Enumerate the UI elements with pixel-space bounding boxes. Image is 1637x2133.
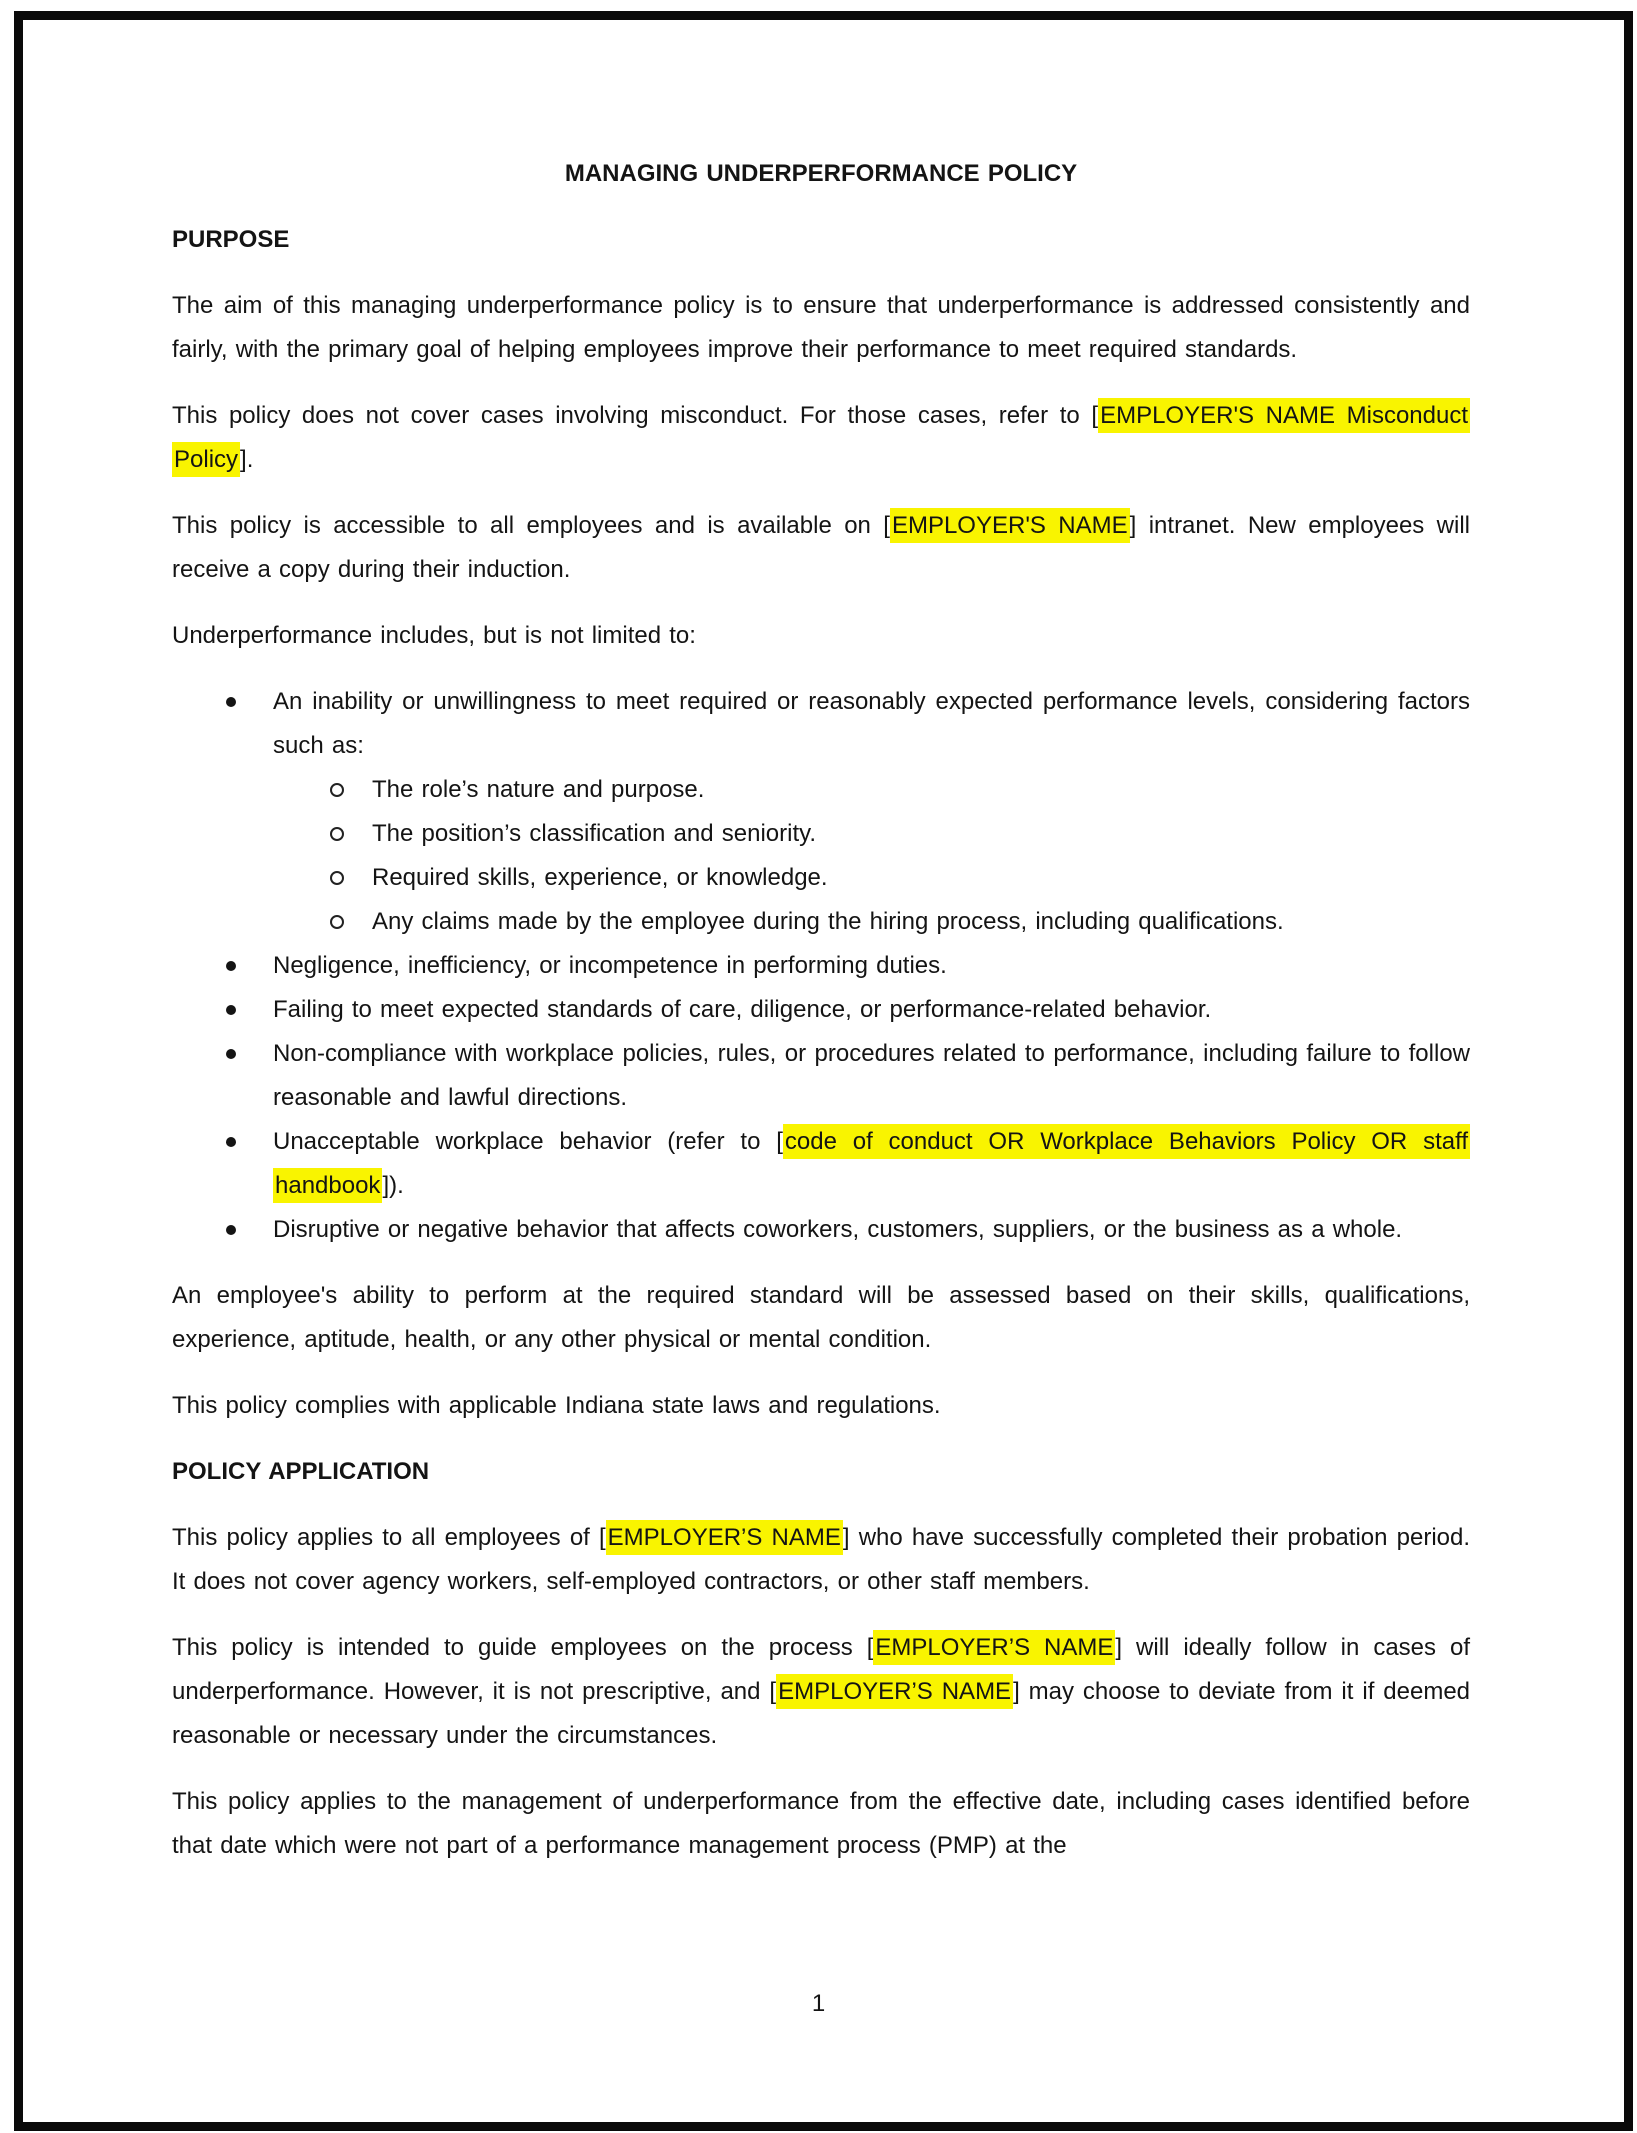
list-item-text (273, 952, 947, 979)
list-item-text (372, 820, 816, 847)
highlighted-placeholder-text: EMPLOYER’S NAME (776, 1674, 1013, 1709)
bullet-circle-icon (330, 827, 344, 841)
bullet-dot-icon (226, 1225, 236, 1235)
bullet-dot-icon (226, 1049, 236, 1059)
list-item-text (273, 688, 1470, 759)
bullet-list-item (172, 1032, 1470, 1120)
list-item-text (372, 776, 704, 803)
text-run: This policy applies to all employees of [ (172, 1524, 606, 1551)
paragraph (172, 614, 1470, 658)
page-number: 1 (811, 1990, 826, 2017)
text-run: ] who have successfully completed their probation period. It does not cover agency workers, self-employed contractors, or other staff members. (172, 1524, 1471, 1595)
section-heading: POLICY APPLICATION (172, 1458, 430, 1485)
paragraph (172, 504, 1470, 592)
bullet-list-item (172, 1208, 1470, 1252)
document-title: MANAGING UNDERPERFORMANCE POLICY (564, 160, 1078, 187)
text-run: Unacceptable workplace behavior (refer to [ (273, 1128, 783, 1155)
text-run: This policy is accessible to all employees and is available on [ (172, 512, 890, 539)
highlighted-placeholder-text: EMPLOYER’S NAME (606, 1520, 843, 1555)
paragraph (172, 394, 1470, 482)
sub-bullet-list-item (172, 900, 1470, 944)
bullet-circle-icon (330, 871, 344, 885)
paragraph (172, 1516, 1470, 1604)
bullet-circle-icon (330, 915, 344, 929)
highlighted-placeholder-text: EMPLOYER'S NAME (890, 508, 1130, 543)
text-run: ] intranet. New employees will receive a copy during their induction. (172, 512, 1471, 583)
text-run: This policy complies with applicable Indiana state laws and regulations. (172, 1392, 941, 1419)
sub-bullet-list-item (172, 768, 1470, 812)
sub-bullet-list-item (172, 812, 1470, 856)
paragraph (172, 284, 1470, 372)
list-item-text (273, 1216, 1402, 1243)
text-run: This policy is intended to guide employees on the process [ (172, 1634, 874, 1661)
text-run: Any claims made by the employee during the hiring process, including qualifications. (372, 908, 1284, 935)
text-run: Required skills, experience, or knowledge. (372, 864, 828, 891)
text-run: The aim of this managing underperformance policy is to ensure that underperformance is addressed consistently and fairly, with the primary goal of helping employees improve their performance to meet required standards. (172, 292, 1470, 363)
text-run: Disruptive or negative behavior that affects coworkers, customers, suppliers, or the business as a whole. (273, 1216, 1403, 1243)
sub-bullet-list-item (172, 856, 1470, 900)
list-item-text (273, 1040, 1470, 1111)
paragraph (172, 1626, 1470, 1758)
text-run: Underperformance includes, but is not limited to: (172, 622, 696, 649)
text-run: The position’s classification and seniority. (372, 820, 816, 847)
text-run: ]). (382, 1172, 404, 1199)
text-run: This policy applies to the management of underperformance from the effective date, including cases identified before that date which were not part of a performance management process (PMP) at the (172, 1788, 1470, 1859)
highlighted-placeholder-text: code of conduct OR Workplace Behaviors Policy OR staff handbook (273, 1124, 1470, 1203)
text-run: ]. (240, 446, 254, 473)
highlighted-placeholder-text: EMPLOYER'S NAME Misconduct Policy (172, 398, 1470, 477)
text-run: The role’s nature and purpose. (372, 776, 705, 803)
bullet-circle-icon (330, 783, 344, 797)
text-run: This policy does not cover cases involving misconduct. For those cases, refer to [ (172, 402, 1099, 429)
bullet-dot-icon (226, 961, 236, 971)
paragraph (172, 1274, 1470, 1362)
bullet-list-item (172, 988, 1470, 1032)
list-item-text (273, 1124, 1470, 1203)
text-run: Failing to meet expected standards of care, diligence, or performance-related behavior. (273, 996, 1212, 1023)
text-run: Non-compliance with workplace policies, rules, or procedures related to performance, including failure to follow reasonable and lawful directions. (273, 1040, 1470, 1111)
paragraph (172, 1384, 1470, 1428)
bullet-list-item (172, 944, 1470, 988)
list-item-text (372, 908, 1284, 935)
text-run: An inability or unwillingness to meet required or reasonably expected performance levels, considering factors such as: (273, 688, 1470, 759)
list-item-text (372, 864, 828, 891)
text-run: ] may choose to deviate from it if deemed reasonable or necessary under the circumstances. (172, 1678, 1471, 1749)
text-run: An employee's ability to perform at the required standard will be assessed based on their skills, qualifications, experience, aptitude, health, or any other physical or mental condition. (172, 1282, 1470, 1353)
bullet-list-item (172, 1120, 1470, 1208)
text-run: Negligence, inefficiency, or incompetence in performing duties. (273, 952, 947, 979)
section-heading: PURPOSE (172, 226, 290, 253)
document-body (172, 152, 1470, 1890)
bullet-list-item (172, 680, 1470, 768)
paragraph (172, 1780, 1470, 1868)
bullet-list (172, 680, 1470, 1252)
highlighted-placeholder-text: EMPLOYER’S NAME (873, 1630, 1115, 1665)
bullet-dot-icon (226, 697, 236, 707)
text-run: ] will ideally follow in cases of underperformance. However, it is not prescriptive, and [ (172, 1634, 1471, 1705)
bullet-dot-icon (226, 1005, 236, 1015)
bullet-dot-icon (226, 1137, 236, 1147)
list-item-text (273, 996, 1211, 1023)
